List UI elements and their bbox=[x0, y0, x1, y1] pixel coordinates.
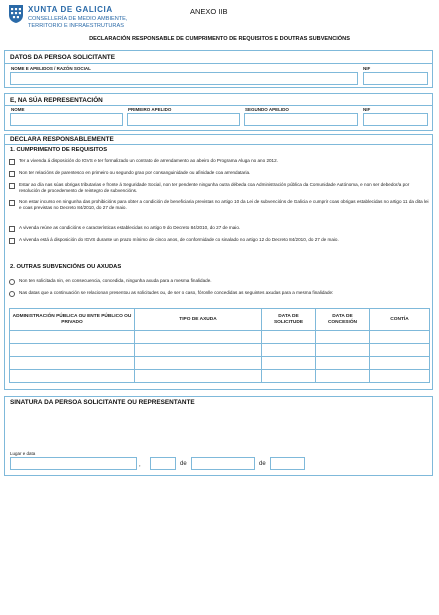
section-divider bbox=[4, 144, 433, 145]
month-field[interactable] bbox=[191, 457, 255, 470]
nif-label: NIF bbox=[363, 66, 371, 71]
logo-title: XUNTA DE GALICIA bbox=[28, 5, 113, 14]
solicitant-nif-field[interactable] bbox=[363, 72, 428, 85]
signature-section-title: SINATURA DA PERSOA SOLICITANTE OU REPRESENTANTE bbox=[10, 399, 195, 406]
document-title: DECLARACIÓN RESPONSABLE DE CUMPRIMENTO DE REQUISITOS E DOUTRAS SUBVENCIÓNS bbox=[89, 36, 350, 42]
table-cell[interactable] bbox=[10, 357, 135, 370]
requirement-text: Non estar incurso en ningunha das prohibicións para obter a condición de beneficiaria previstas no artigo 10 da Lei de subvencións de Galicia e cumprir coas obrigas establecidas no artigo 11 da dita lei e coas previstas no Decreto 84/2010, do 27 de maio. bbox=[19, 199, 429, 210]
requirement-checkbox[interactable] bbox=[9, 171, 15, 177]
xunta-emblem-icon bbox=[8, 4, 24, 24]
representative-nome-field[interactable] bbox=[10, 113, 123, 126]
xunta-logo bbox=[8, 4, 138, 36]
table-cell[interactable] bbox=[316, 331, 370, 344]
table-row bbox=[10, 357, 430, 370]
requirement-checkbox[interactable] bbox=[9, 226, 15, 232]
representative-nif-field[interactable] bbox=[363, 113, 428, 126]
primeiro-apelido-field[interactable] bbox=[127, 113, 240, 126]
table-cell[interactable] bbox=[316, 344, 370, 357]
year-field[interactable] bbox=[270, 457, 305, 470]
de-label-2: de bbox=[259, 461, 266, 467]
requirement-checkbox[interactable] bbox=[9, 159, 15, 165]
section-divider bbox=[4, 63, 433, 64]
column-header-administration: ADMINISTRACIÓN PÚBLICA OU ENTE PÚBLICO OU PRIVADO bbox=[10, 309, 135, 331]
requirement-checkbox[interactable] bbox=[9, 238, 15, 244]
subsidy-option-text: Nas datas que a continuación se relacionan presentou as solicitudes ou, de ser o caso, fóronlle concedidas as seguintes axudas para a mesma finalidade: bbox=[19, 290, 334, 295]
de-label-1: de bbox=[180, 461, 187, 467]
solicitant-name-field[interactable] bbox=[10, 72, 358, 85]
requirement-checkbox[interactable] bbox=[9, 200, 15, 206]
table-cell[interactable] bbox=[10, 331, 135, 344]
place-date-label: Lugar e data bbox=[10, 451, 36, 456]
table-cell[interactable] bbox=[10, 370, 135, 383]
table-cell[interactable] bbox=[10, 344, 135, 357]
table-header-row bbox=[10, 309, 430, 331]
requirement-text: Ter a vivenda á disposición do IGVS e ter formalizado un contrato de arrendamento ao abeiro do Programa Aluga no ano 2012. bbox=[19, 158, 278, 163]
subsidy-option-text: Non ten solicitada nin, en consecuencia, concedida, ningunha axuda para a mesma finalidade. bbox=[19, 278, 212, 283]
subsidies-heading: 2. OUTRAS SUBVENCIÓNS OU AXUDAS bbox=[10, 264, 122, 270]
place-field[interactable] bbox=[10, 457, 137, 470]
requirement-text: Estar ao día nas súas obrigas tributarias e fronte á Seguridade Social, non ter pendente ningunha outra débeda coa Administración pública da Comunidade Autónoma, e non ser debedor/a por resolución de procedemento de reintegro de subvencións. bbox=[19, 182, 410, 193]
solicitant-section-title: DATOS DA PERSOA SOLICITANTE bbox=[10, 54, 115, 61]
section-divider bbox=[4, 105, 433, 106]
requirement-checkbox[interactable] bbox=[9, 183, 15, 189]
nome-label: NOME bbox=[11, 107, 25, 112]
table-row bbox=[10, 370, 430, 383]
representative-nif-label: NIF bbox=[363, 107, 371, 112]
representative-section-title: E, NA SÚA REPRESENTACIÓN bbox=[10, 97, 103, 104]
day-field[interactable] bbox=[150, 457, 176, 470]
requirement-text: A vivenda está á disposición do IGVS durante un prazo mínimo de cinco anos, de conformidade co sinalado no artigo 12 do Decreto 84/2010, do 27 de maio. bbox=[19, 237, 339, 242]
column-header-amount: CONTÍA bbox=[370, 309, 430, 331]
logo-subtitle-line2: TERRITORIO E INFRAESTRUTURAS bbox=[28, 23, 124, 29]
table-cell[interactable] bbox=[370, 331, 430, 344]
declaration-section-title: DECLARA RESPONSABLEMENTE bbox=[10, 136, 114, 143]
table-cell[interactable] bbox=[316, 357, 370, 370]
table-row bbox=[10, 344, 430, 357]
table-cell[interactable] bbox=[135, 370, 262, 383]
segundo-apelido-label: SEGUNDO APELIDO bbox=[245, 107, 289, 112]
column-header-grant-date: DATA DE CONCESIÓN bbox=[316, 309, 370, 331]
name-label: NOME E APELIDOS / RAZÓN SOCIAL bbox=[11, 66, 91, 71]
table-row bbox=[10, 331, 430, 344]
requirement-text: Non ter relacións de parentesco en primeiro ou segundo grao por consanguinidade ou afinidade coa arrendataria. bbox=[19, 170, 251, 175]
table-cell[interactable] bbox=[262, 344, 316, 357]
column-header-aid-type: TIPO DE AXUDA bbox=[135, 309, 262, 331]
segundo-apelido-field[interactable] bbox=[244, 113, 358, 126]
table-cell[interactable] bbox=[370, 344, 430, 357]
table-cell[interactable] bbox=[135, 344, 262, 357]
primeiro-apelido-label: PRIMEIRO APELIDO bbox=[128, 107, 172, 112]
subsidies-table bbox=[9, 308, 430, 383]
table-cell[interactable] bbox=[135, 331, 262, 344]
table-cell[interactable] bbox=[316, 370, 370, 383]
table-cell[interactable] bbox=[262, 357, 316, 370]
requirements-heading: 1. CUMPRIMENTO DE REQUISITOS bbox=[10, 147, 108, 153]
table-cell[interactable] bbox=[262, 370, 316, 383]
annex-label: ANEXO IIB bbox=[190, 7, 228, 16]
table-cell[interactable] bbox=[370, 370, 430, 383]
subsidy-radio[interactable] bbox=[9, 291, 15, 297]
requirement-text: A vivenda reúne as condicións e características establecidas no artigo 9 do Decreto 84/2010, do 27 de maio. bbox=[19, 225, 241, 230]
table-cell[interactable] bbox=[135, 357, 262, 370]
table-cell[interactable] bbox=[262, 331, 316, 344]
table-cell[interactable] bbox=[370, 357, 430, 370]
comma-separator: , bbox=[139, 462, 141, 468]
subsidy-radio[interactable] bbox=[9, 279, 15, 285]
column-header-application-date: DATA DE SOLICITUDE bbox=[262, 309, 316, 331]
logo-subtitle-line1: CONSELLERÍA DE MEDIO AMBIENTE, bbox=[28, 16, 128, 22]
